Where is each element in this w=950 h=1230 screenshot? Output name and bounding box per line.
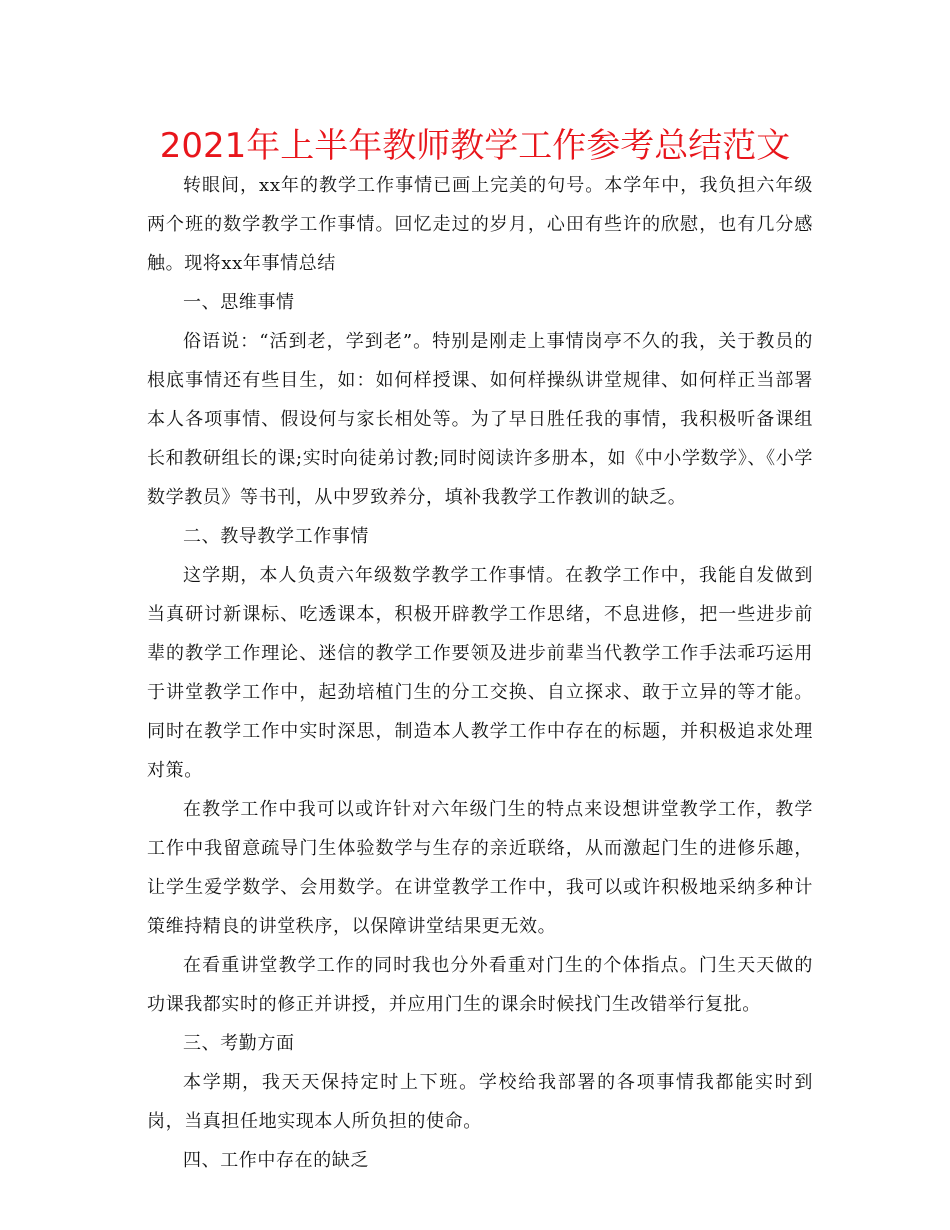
section-heading-2: 二、教导教学工作事情 — [183, 526, 369, 547]
section-heading-3: 三、考勤方面 — [183, 1033, 295, 1054]
paragraph-teaching-3: 在看重讲堂教学工作的同时我也分外看重对门生的个体指点。门生天天做的功课我都实时的修正并讲授，并应用门生的课余时候找门生改错举行复批。 — [147, 955, 813, 1015]
document-body — [147, 166, 813, 1180]
section-heading-1: 一、思维事情 — [183, 292, 295, 313]
paragraph-teaching-1: 这学期，本人负责六年级数学教学工作事情。在教学工作中，我能自发做到当真研讨新课标、吃透课本，积极开辟教学工作思绪，不息进修，把一些进步前辈的教学工作理论、迷信的教学工作要领及进步前辈当代教学工作手法乖巧运用于讲堂教学工作中，起劲培植门生的分工交换、自立探求、敢于立异的等才能。同时在教学工作中实时深思，制造本人教学工作中存在的标题，并积极追求处理对策。 — [147, 565, 813, 781]
document-title: 2021年上半年教师教学工作参考总结范文 — [159, 126, 791, 166]
paragraph-teaching-2: 在教学工作中我可以或许针对六年级门生的特点来设想讲堂教学工作，教学工作中我留意疏导门生体验数学与生存的亲近联络，从而激起门生的进修乐趣，让学生爱学数学、会用数学。在讲堂教学工作中，我可以或许积极地采纳多种计策维持精良的讲堂秩序，以保障讲堂结果更无效。 — [147, 799, 813, 937]
paragraph-thinking: 俗语说：“活到老，学到老”。特别是刚走上事情岗亭不久的我，关于教员的根底事情还有些目生，如：如何样授课、如何样操纵讲堂规律、如何样正当部署本人各项事情、假设何与家长相处等。为了早日胜任我的事情，我积极听备课组长和教研组长的课;实时向徒弟讨教;同时阅读许多册本，如《中小学数学》、《小学数学教员》等书刊，从中罗致养分，填补我教学工作教训的缺乏。 — [147, 331, 813, 508]
paragraph-attendance: 本学期，我天天保持定时上下班。学校给我部署的各项事情我都能实时到岗，当真担任地实现本人所负担的使命。 — [147, 1072, 813, 1132]
paragraph-intro: 转眼间，xx年的教学工作事情已画上完美的句号。本学年中，我负担六年级两个班的数学教学工作事情。回忆走过的岁月，心田有些许的欣慰，也有几分感触。现将xx年事情总结 — [147, 175, 813, 274]
section-heading-4: 四、工作中存在的缺乏 — [183, 1150, 369, 1171]
